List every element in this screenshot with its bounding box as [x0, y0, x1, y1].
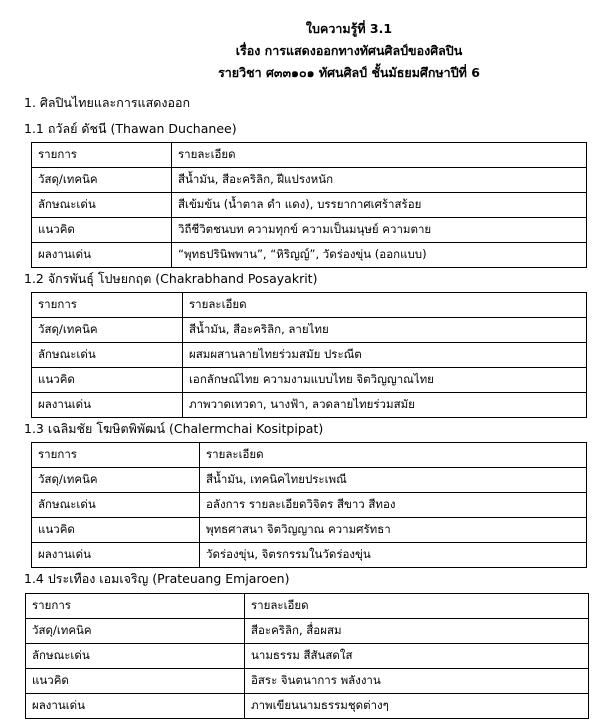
title-line-2: เรื่อง การแสดงออกทางทัศนศิลป์ของศิลปิน	[235, 43, 463, 58]
table-cell: รายการ	[26, 594, 245, 619]
table-cell: แนวคิด	[32, 218, 172, 243]
table-cell: สีเข้มข้น (น้ำตาล ดำ แดง), บรรยากาศเศร้าสร้อย	[172, 193, 587, 218]
table-row	[32, 493, 587, 518]
table-row	[32, 393, 587, 418]
table-row	[32, 143, 587, 168]
title-line-1: ใบความรู้ที่ 3.1	[305, 21, 393, 36]
table-cell: นามธรรม สีสันสดใส	[245, 644, 589, 669]
table-cell: อิสระ จินตนาการ พลังงาน	[245, 669, 589, 694]
table-cell: รายการ	[32, 143, 172, 168]
table-cell: ผลงานเด่น	[32, 543, 200, 568]
table-cell: วัสดุ/เทคนิค	[32, 318, 183, 343]
table-cell: วัดร่องขุ่น, จิตรกรรมในวัดร่องขุ่น	[200, 543, 587, 568]
table-cell: ลักษณะเด่น	[26, 644, 245, 669]
table-row	[26, 694, 589, 719]
table-cell: วัสดุ/เทคนิค	[26, 619, 245, 644]
table-cell: “พุทธปรินิพพาน”, “หิริญญ์”, วัดร่องขุ่น (ออกแบบ)	[172, 243, 587, 268]
table-cell: รายการ	[32, 293, 183, 318]
table-cell: ภาพเขียนนามธรรมชุดต่างๆ	[245, 694, 589, 719]
table-cell: สีน้ำมัน, เทคนิคไทยประเพณี	[200, 468, 587, 493]
artist-heading-4: 1.4 ประเทือง เอมเจริญ (Prateuang Emjaroen)	[24, 571, 290, 586]
table-cell: รายละเอียด	[200, 443, 587, 468]
table-cell: วิถีชีวิตชนบท ความทุกข์ ความเป็นมนุษย์ ความตาย	[172, 218, 587, 243]
table-row	[32, 293, 587, 318]
table-row	[32, 468, 587, 493]
table-cell: รายละเอียด	[183, 293, 587, 318]
table-row	[32, 368, 587, 393]
artist-heading-3: 1.3 เฉลิมชัย โฆษิตพิพัฒน์ (Chalermchai Kositpipat)	[24, 421, 324, 436]
table-cell: ลักษณะเด่น	[32, 343, 183, 368]
table-row	[32, 243, 587, 268]
artist-table-3	[31, 442, 587, 568]
section-heading: 1. ศิลปินไทยและการแสดงออก	[24, 95, 191, 110]
table-cell: ภาพวาดเทวดา, นางฟ้า, ลวดลายไทยร่วมสมัย	[183, 393, 587, 418]
table-cell: สีน้ำมัน, สีอะคริลิก, ลายไทย	[183, 318, 587, 343]
table-cell: วัสดุ/เทคนิค	[32, 168, 172, 193]
table-row	[32, 218, 587, 243]
table-row	[26, 619, 589, 644]
artist-heading-2: 1.2 จักรพันธุ์ โปษยกฤต (Chakrabhand Posayakrit)	[24, 271, 318, 286]
title-line-3: รายวิชา ศ๓๓๑๐๑ ทัศนศิลป์ ชั้นมัธยมศึกษาปีที่ 6	[218, 65, 480, 80]
table-cell: ลักษณะเด่น	[32, 193, 172, 218]
table-cell: รายละเอียด	[245, 594, 589, 619]
table-cell: วัสดุ/เทคนิค	[32, 468, 200, 493]
table-cell: ผลงานเด่น	[32, 393, 183, 418]
table-cell: เอกลักษณ์ไทย ความงามแบบไทย จิตวิญญาณไทย	[183, 368, 587, 393]
table-cell: สีอะคริลิก, สื่อผสม	[245, 619, 589, 644]
table-row	[26, 594, 589, 619]
table-cell: พุทธศาสนา จิตวิญญาณ ความศรัทธา	[200, 518, 587, 543]
table-cell: แนวคิด	[32, 518, 200, 543]
table-row	[32, 343, 587, 368]
table-cell: ลักษณะเด่น	[32, 493, 200, 518]
table-cell: สีน้ำมัน, สีอะคริลิก, ฝีแปรงหนัก	[172, 168, 587, 193]
table-row	[32, 443, 587, 468]
table-cell: แนวคิด	[32, 368, 183, 393]
table-row	[32, 518, 587, 543]
table-cell: ผลงานเด่น	[26, 694, 245, 719]
artist-heading-1: 1.1 ถวัลย์ ดัชนี (Thawan Duchanee)	[24, 121, 237, 136]
document-title	[85, 0, 613, 84]
table-row	[32, 193, 587, 218]
artist-table-1	[31, 142, 587, 268]
table-row	[32, 543, 587, 568]
table-cell: ผสมผสานลายไทยร่วมสมัย ประณีต	[183, 343, 587, 368]
table-row	[32, 318, 587, 343]
table-cell: รายการ	[32, 443, 200, 468]
table-cell: รายละเอียด	[172, 143, 587, 168]
table-cell: ผลงานเด่น	[32, 243, 172, 268]
artist-table-4	[25, 593, 589, 719]
table-cell: อลังการ รายละเอียดวิจิตร สีขาว สีทอง	[200, 493, 587, 518]
artist-table-2	[31, 292, 587, 418]
table-row	[26, 669, 589, 694]
table-row	[32, 168, 587, 193]
table-cell: แนวคิด	[26, 669, 245, 694]
table-row	[26, 644, 589, 669]
